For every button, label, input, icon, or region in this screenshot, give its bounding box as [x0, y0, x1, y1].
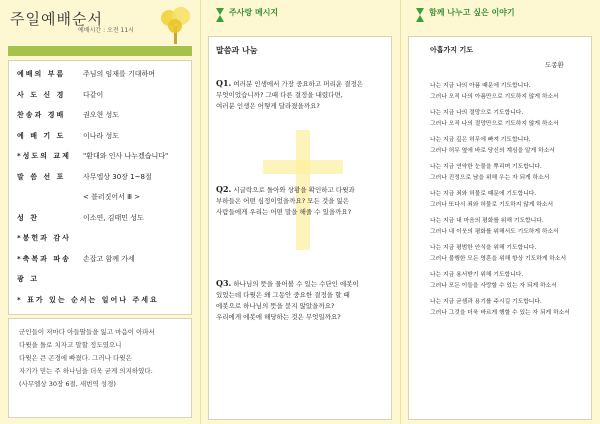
story-heading: 함께 나누고 싶은 이야기	[429, 8, 515, 17]
quote-line: 다윗을 돌로 치자고 말할 정도였으니	[19, 341, 122, 349]
tree-logo-icon	[155, 4, 197, 46]
message-heading: 주사랑 메시지	[229, 8, 279, 17]
order-row	[17, 295, 159, 305]
order-item-value: < 블러짓어서 Ⅲ >	[83, 193, 141, 201]
order-row	[17, 90, 103, 100]
question-line: 여러분 인생은 어떻게 달라졌을까요?	[216, 102, 320, 110]
poem-line: 나는 지금 나의 절망으로 기도합니다.	[430, 110, 524, 116]
service-time: 예배시간 : 오전 11시	[78, 27, 134, 34]
poem-line: 그러나 또다시 죄와 허물로 기도하지 않게 하소서	[430, 201, 554, 208]
order-item-value: 주님의 임재를 기대하며	[83, 70, 156, 78]
poem-line: 나는 지금 용서받기 위해 기도합니다.	[430, 272, 524, 278]
poem-line: 나는 지금 죄와 허물로 때문에 기도합니다.	[430, 191, 537, 197]
order-item-label: 광 고	[17, 275, 39, 283]
order-item-label: 말 씀 선 포	[17, 172, 66, 181]
poem-line: 나는 지금 깊은 허무에 빠져 기도합니다.	[430, 137, 531, 143]
order-item-label: 성 찬	[17, 213, 39, 222]
order-item-label: 찬송과 경배	[17, 111, 66, 119]
poem-line: 그러나 불행한 모든 영혼을 위해 항상 기도하게 하소서	[430, 255, 567, 262]
poem-line: 나는 지금 굳셈과 용기를 주시길 기도합니다.	[430, 299, 542, 305]
question-line: 부하들은 어떤 심정이었을까요? 모든 것을 잃은	[216, 197, 350, 205]
order-item-value: 권오현 성도	[83, 111, 120, 119]
order-item-label: *봉헌과 감사	[17, 234, 71, 242]
order-row	[17, 233, 83, 243]
poem-line: 나는 지금 나의 아픔 때문에 기도합니다.	[430, 83, 531, 89]
order-row	[17, 69, 155, 79]
order-item-label: 사 도 신 경	[17, 90, 66, 99]
logo-mark-icon	[213, 6, 227, 24]
order-row	[17, 254, 135, 264]
quote-line: 자기가 믿는 주 하나님을 더욱 굳게 의지하였다.	[19, 367, 153, 375]
scripture-quote	[8, 318, 192, 418]
order-item-label: *축복과 파송	[17, 254, 71, 263]
order-item-value: 이소연, 김태민 성도	[83, 213, 144, 222]
quote-line: 다윗은 큰 곤경에 빠졌다. 그러나 다윗은	[19, 354, 132, 362]
question-line: 에봇으로 하나님의 뜻을 묻지 않았을까요?	[216, 302, 335, 310]
poem-line: 그러나 오직 나의 아픔만으로 기도하지 않게 하소서	[430, 93, 559, 100]
poem-author: 도종환	[545, 61, 564, 69]
poem-line: 그러나 오직 나의 절망만으로 기도하지 않게 하소서	[430, 120, 559, 127]
logo-mark-icon	[413, 6, 427, 24]
question-line: Q1. 여러분 인생에서 가장 중요하고 머리운 결정은	[216, 78, 364, 88]
bulletin-title: 주일예배순서	[10, 10, 103, 28]
section-heading: 말씀과 나눔	[216, 46, 258, 55]
order-row	[17, 151, 168, 161]
question-3	[216, 278, 359, 323]
poem-line: 그러나 모든 이들을 사랑할 수 있는 자 되게 하소서	[430, 282, 557, 289]
question-2	[216, 184, 355, 218]
intro-bar	[8, 46, 192, 56]
question-line: 우리에게 에봇에 해당하는 것은 무엇일까요?	[216, 313, 341, 321]
poem-line: 나는 지금 평범한 안식을 위해 기도합니다.	[430, 245, 537, 251]
poem-line: 나는 지금 연약한 눈물을 뿌리며 기도합니다.	[430, 164, 542, 170]
question-line: Q3. 하나님의 뜻을 물어볼 수 있는 수단인 에봇이	[216, 278, 359, 288]
order-item-value: 이나라 성도	[83, 131, 120, 140]
poem-title: 아홉가지 기도	[430, 46, 474, 54]
question-line: 사람들에게 우리는 어떤 말을 해줄 수 있을까요?	[216, 208, 352, 216]
worship-order-panel	[0, 0, 200, 424]
order-row	[17, 172, 152, 182]
poem-line: 그러나 허무 옆에 바로 당신의 계심을 알게 하소서	[430, 147, 555, 154]
order-item-value: 손잡고 함께 가세	[83, 254, 135, 263]
quote-line: 군인들이 저마다 아들딸들을 잃고 마음이 아파서	[19, 328, 155, 336]
question-1	[216, 78, 363, 112]
order-row	[17, 274, 83, 284]
poem-line: 그러나 진정으로 남을 위해 우는 자 되게 하소서	[430, 174, 550, 181]
order-item-label: * 표가 있는 순서는 일어나 주세요	[17, 295, 159, 304]
question-line: 있었는데 다윗은 왜 그동안 중요한 결정을 할 때	[216, 291, 350, 299]
question-line: 무엇이었습니까? 그때 다른 결정을 내렸다면,	[216, 91, 343, 99]
poem-line: 그러나 그것을 더욱 바르게 행할 수 있는 자 되게 하소서	[430, 309, 570, 316]
order-item-label: 예배의 부름	[17, 70, 66, 78]
poem-line: 나는 지금 내 마음의 평화를 위해 기도합니다.	[430, 218, 544, 224]
order-item-label: *성도의 교제	[17, 152, 71, 160]
order-item-label: 예 배 기 도	[17, 131, 66, 140]
order-list	[8, 60, 192, 315]
quote-line: (사무엘상 30장 6절, 새번역 성경)	[19, 380, 116, 388]
order-item-value: 다같이	[83, 90, 104, 99]
order-row	[17, 131, 119, 141]
question-line: Q2. 시글락으로 돌아와 상황을 확인하고 다윗과	[216, 184, 355, 194]
order-row	[17, 213, 144, 223]
order-item-value: "환대와 인사 나누겠습니다"	[83, 152, 169, 160]
order-row	[17, 192, 140, 202]
order-item-value: 사무엘상 30장 1~8절	[83, 172, 152, 181]
order-row	[17, 110, 119, 120]
poem-line: 그러나 내 이웃의 평화를 위해서도 기도하게 하소서	[430, 228, 559, 235]
